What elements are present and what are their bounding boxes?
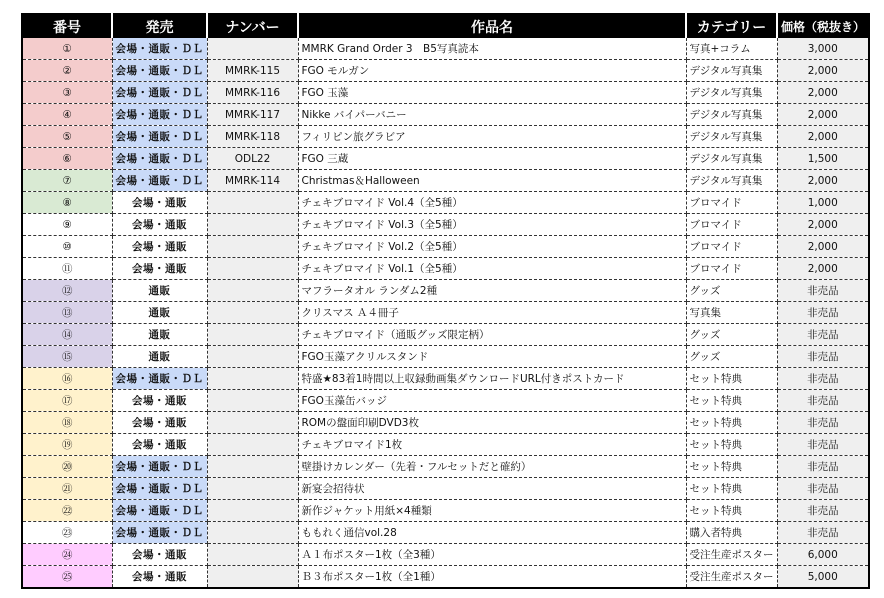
release-cell: 通販 [112,346,207,368]
price-cell: 6,000 [777,544,869,566]
title-cell: Ａ１布ポスター1枚（全3種） [298,544,686,566]
table-row [22,280,869,302]
number-cell: ⑯ [22,368,112,390]
number-cell: ⑫ [22,280,112,302]
release-cell: 会場・通販・ＤＬ [112,126,207,148]
category-cell: デジタル写真集 [686,82,777,104]
number-cell: ⑭ [22,324,112,346]
table-row [22,126,869,148]
price-cell: 2,000 [777,126,869,148]
number-cell: ㉓ [22,522,112,544]
code-cell [207,478,298,500]
code-cell [207,566,298,589]
release-cell: 会場・通販・ＤＬ [112,104,207,126]
title-cell: チェキブロマイド Vol.1（全5種） [298,258,686,280]
number-cell: ① [22,38,112,60]
table-row [22,324,869,346]
category-cell: 受注生産ポスター [686,544,777,566]
price-cell: 非売品 [777,302,869,324]
code-cell [207,434,298,456]
code-cell: MMRK-115 [207,60,298,82]
price-cell: 2,000 [777,170,869,192]
number-cell: ② [22,60,112,82]
price-cell: 1,500 [777,148,869,170]
category-cell: ブロマイド [686,214,777,236]
title-cell: チェキブロマイド Vol.2（全5種） [298,236,686,258]
code-cell: ODL22 [207,148,298,170]
title-cell: チェキブロマイド Vol.4（全5種） [298,192,686,214]
release-cell: 会場・通販 [112,566,207,589]
code-cell: MMRK-114 [207,170,298,192]
category-cell: グッズ [686,280,777,302]
number-cell: ㉔ [22,544,112,566]
header-row [22,14,869,38]
table-row [22,478,869,500]
code-cell [207,390,298,412]
category-cell: デジタル写真集 [686,104,777,126]
price-cell: 非売品 [777,280,869,302]
release-cell: 通販 [112,324,207,346]
number-cell: ㉕ [22,566,112,589]
number-cell: ⑦ [22,170,112,192]
release-cell: 会場・通販 [112,214,207,236]
release-cell: 会場・通販・ＤＬ [112,500,207,522]
header-number: 番号 [22,14,112,38]
number-cell: ④ [22,104,112,126]
release-cell: 会場・通販・ＤＬ [112,522,207,544]
release-cell: 会場・通販・ＤＬ [112,478,207,500]
title-cell: チェキブロマイド Vol.3（全5種） [298,214,686,236]
number-cell: ③ [22,82,112,104]
title-cell: フィリピン旅グラビア [298,126,686,148]
price-cell: 2,000 [777,82,869,104]
code-cell [207,38,298,60]
price-cell: 非売品 [777,522,869,544]
code-cell [207,522,298,544]
number-cell: ⑬ [22,302,112,324]
category-cell: セット特典 [686,456,777,478]
code-cell [207,456,298,478]
category-cell: ブロマイド [686,258,777,280]
price-cell: 2,000 [777,104,869,126]
header-category: カテゴリー [686,14,777,38]
header-title: 作品名 [298,14,686,38]
header-code: ナンバー [207,14,298,38]
table-row [22,566,869,589]
number-cell: ⑤ [22,126,112,148]
category-cell: セット特典 [686,434,777,456]
number-cell: ⑪ [22,258,112,280]
price-cell: 非売品 [777,368,869,390]
category-cell: セット特典 [686,368,777,390]
number-cell: ㉑ [22,478,112,500]
category-cell: セット特典 [686,412,777,434]
table-row [22,214,869,236]
release-cell: 会場・通販・ＤＬ [112,82,207,104]
table-row [22,346,869,368]
category-cell: 写真集 [686,302,777,324]
release-cell: 会場・通販・ＤＬ [112,456,207,478]
release-cell: 会場・通販 [112,544,207,566]
table-row [22,192,869,214]
title-cell: 新宴会招待状 [298,478,686,500]
title-cell: チェキブロマイド（通販グッズ限定柄） [298,324,686,346]
number-cell: ⑩ [22,236,112,258]
price-cell: 3,000 [777,38,869,60]
price-cell: 1,000 [777,192,869,214]
number-cell: ⑮ [22,346,112,368]
title-cell: 特盛★83着1時間以上収録動画集ダウンロードURL付きポストカード [298,368,686,390]
table-row [22,236,869,258]
price-cell: 非売品 [777,434,869,456]
price-cell: 2,000 [777,236,869,258]
code-cell [207,214,298,236]
table-row [22,170,869,192]
price-cell: 非売品 [777,324,869,346]
title-cell: ももれく通信vol.28 [298,522,686,544]
code-cell [207,368,298,390]
code-cell: MMRK-118 [207,126,298,148]
release-cell: 会場・通販 [112,192,207,214]
table-row [22,38,869,60]
number-cell: ⑰ [22,390,112,412]
category-cell: セット特典 [686,500,777,522]
release-cell: 会場・通販・ＤＬ [112,38,207,60]
price-cell: 2,000 [777,258,869,280]
title-cell: 壁掛けカレンダー（先着・フルセットだと確約） [298,456,686,478]
release-cell: 会場・通販・ＤＬ [112,170,207,192]
table-row [22,82,869,104]
code-cell [207,192,298,214]
code-cell [207,544,298,566]
category-cell: ブロマイド [686,192,777,214]
category-cell: 写真+コラム [686,38,777,60]
number-cell: ⑨ [22,214,112,236]
release-cell: 会場・通販 [112,236,207,258]
table-row [22,434,869,456]
table-row [22,148,869,170]
table-row [22,60,869,82]
price-cell: 非売品 [777,478,869,500]
number-cell: ⑲ [22,434,112,456]
price-cell: 2,000 [777,214,869,236]
title-cell: FGO玉藻アクリルスタンド [298,346,686,368]
number-cell: ⑱ [22,412,112,434]
number-cell: ⑧ [22,192,112,214]
category-cell: グッズ [686,324,777,346]
release-cell: 会場・通販 [112,258,207,280]
code-cell [207,346,298,368]
code-cell [207,236,298,258]
title-cell: FGO玉藻缶バッジ [298,390,686,412]
price-cell: 非売品 [777,456,869,478]
price-cell: 2,000 [777,60,869,82]
code-cell: MMRK-117 [207,104,298,126]
table-row [22,456,869,478]
table-row [22,104,869,126]
title-cell: FGO 玉藻 [298,82,686,104]
table-row [22,544,869,566]
header-price: 価格（税抜き） [777,14,869,38]
title-cell: 新作ジャケット用紙×4種類 [298,500,686,522]
release-cell: 会場・通販・ＤＬ [112,368,207,390]
release-cell: 会場・通販 [112,412,207,434]
table-row [22,412,869,434]
code-cell [207,500,298,522]
title-cell: FGO 三蔵 [298,148,686,170]
table-row [22,390,869,412]
title-cell: Ｂ３布ポスター1枚（全1種） [298,566,686,589]
code-cell [207,302,298,324]
release-cell: 会場・通販 [112,390,207,412]
category-cell: ブロマイド [686,236,777,258]
product-table [21,13,870,589]
table-row [22,368,869,390]
category-cell: デジタル写真集 [686,60,777,82]
table-row [22,500,869,522]
title-cell: クリスマス Ａ４冊子 [298,302,686,324]
code-cell: MMRK-116 [207,82,298,104]
title-cell: Nikke バイパーバニー [298,104,686,126]
category-cell: セット特典 [686,390,777,412]
title-cell: ROMの盤面印刷DVD3枚 [298,412,686,434]
table-row [22,302,869,324]
code-cell [207,280,298,302]
title-cell: チェキブロマイド1枚 [298,434,686,456]
category-cell: 受注生産ポスター [686,566,777,589]
release-cell: 会場・通販・ＤＬ [112,148,207,170]
category-cell: グッズ [686,346,777,368]
release-cell: 通販 [112,280,207,302]
header-release: 発売 [112,14,207,38]
title-cell: Christmas＆Halloween [298,170,686,192]
release-cell: 会場・通販 [112,434,207,456]
category-cell: デジタル写真集 [686,126,777,148]
category-cell: 購入者特典 [686,522,777,544]
code-cell [207,412,298,434]
title-cell: MMRK Grand Order 3 B5写真読本 [298,38,686,60]
price-cell: 5,000 [777,566,869,589]
code-cell [207,258,298,280]
code-cell [207,324,298,346]
number-cell: ⑳ [22,456,112,478]
release-cell: 会場・通販・ＤＬ [112,60,207,82]
release-cell: 通販 [112,302,207,324]
price-cell: 非売品 [777,390,869,412]
price-cell: 非売品 [777,346,869,368]
category-cell: デジタル写真集 [686,170,777,192]
title-cell: マフラータオル ランダム2種 [298,280,686,302]
category-cell: セット特典 [686,478,777,500]
title-cell: FGO モルガン [298,60,686,82]
price-cell: 非売品 [777,500,869,522]
price-cell: 非売品 [777,412,869,434]
table-row [22,258,869,280]
category-cell: デジタル写真集 [686,148,777,170]
number-cell: ⑥ [22,148,112,170]
number-cell: ㉒ [22,500,112,522]
table-row [22,522,869,544]
